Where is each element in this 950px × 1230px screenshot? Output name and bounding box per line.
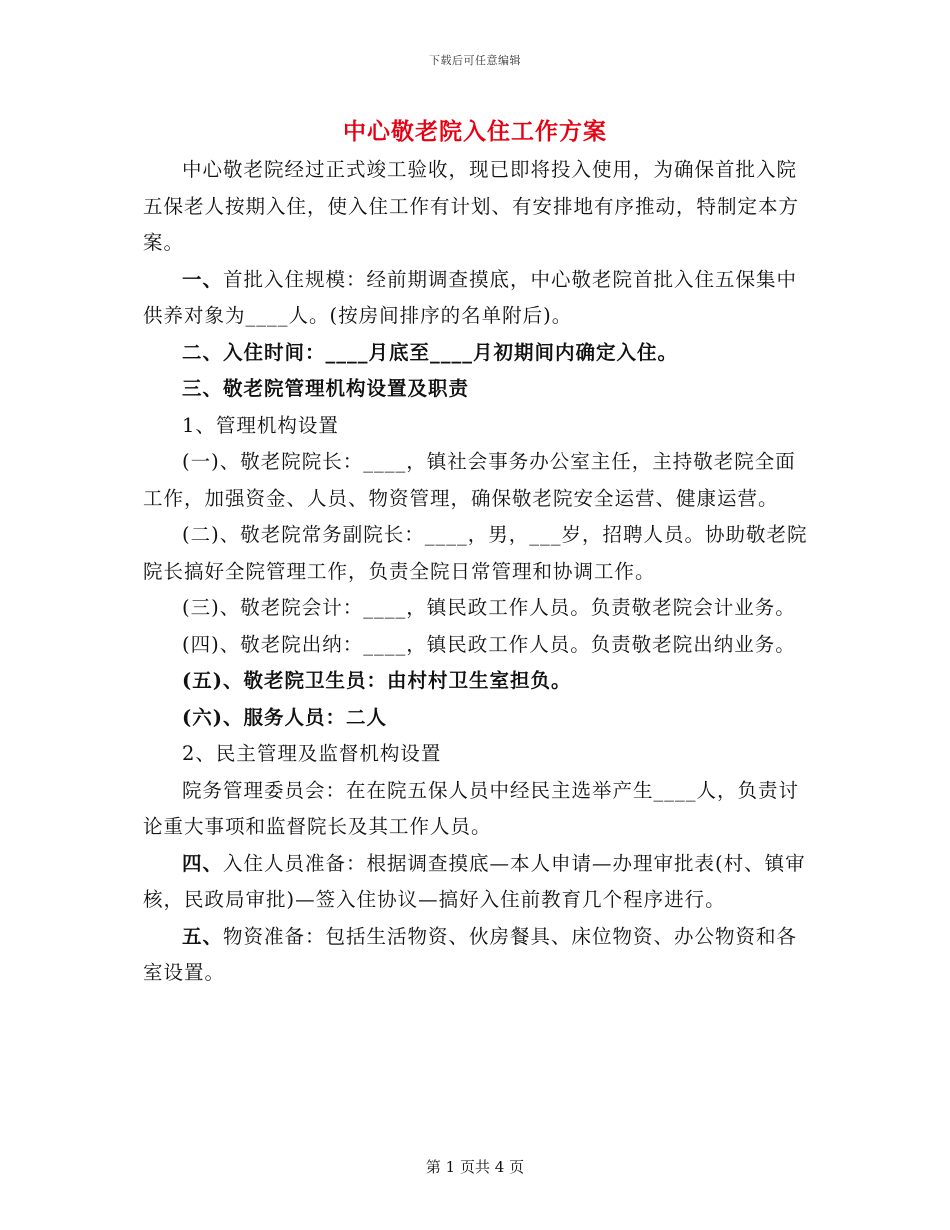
paragraph-section-4: 四、入住人员准备：根据调查摸底—本人申请—办理审批表(村、镇审核，民政局审批)—签入住协议—搞好入住前教育几个程序进行。: [143, 851, 806, 911]
paragraph-section-5: 五、物资准备：包括生活物资、伙房餐具、床位物资、办公物资和各室设置。: [143, 924, 798, 984]
paragraph-item-3: (三)、敬老院会计：____，镇民政工作人员。负责敬老院会计业务。: [182, 596, 796, 619]
paragraph-subsection-1: 1、管理机构设置: [182, 413, 339, 437]
section-number: 五、: [182, 924, 224, 948]
section-number: 一、: [182, 267, 224, 291]
paragraph-committee: 院务管理委员会：在在院五保人员中经民主选举产生____人，负责讨论重大事项和监督院长及其工作人员。: [143, 778, 800, 838]
page-header: 下载后可任意编辑: [429, 54, 521, 67]
paragraph-section-3: 三、敬老院管理机构设置及职责: [182, 377, 470, 400]
section-number: 四、: [182, 851, 224, 875]
paragraph-item-5: (五)、敬老院卫生员：由村村卫生室担负。: [182, 669, 572, 692]
paragraph-section-2: 二、入住时间：____月底至____月初期间内确定入住。: [182, 340, 679, 364]
paragraph-item-4: (四)、敬老院出纳：____，镇民政工作人员。负责敬老院出纳业务。: [182, 632, 796, 656]
paragraph-item-1: (一)、敬老院院长：____，镇社会事务办公室主任，主持敬老院全面工作，加强资金、人员、物资管理，确保敬老院安全运营、健康运营。: [143, 450, 796, 510]
paragraph-subsection-2: 2、民主管理及监督机构设置: [182, 742, 442, 765]
paragraph-section-1: 一、首批入住规模：经前期调查摸底，中心敬老院首批入住五保集中供养对象为____人。(按房间排序的名单附后)。: [143, 267, 798, 327]
document-title: 中心敬老院入住工作方案: [343, 118, 607, 145]
paragraph-item-2: (二)、敬老院常务副院长：____，男，___岁，招聘人员。协助敬老院院长搞好全院管理工作，负责全院日常管理和协调工作。: [143, 523, 808, 583]
document-body: [143, 152, 808, 992]
paragraph-intro: 中心敬老院经过正式竣工验收，现已即将投入使用，为确保首批入院五保老人按期入住，使入住工作有计划、有安排地有序推动，特制定本方案。: [143, 158, 800, 254]
paragraph-item-6: (六)、服务人员：二人: [182, 705, 387, 729]
page-footer: 第 1 页共 4 页: [425, 1158, 525, 1176]
